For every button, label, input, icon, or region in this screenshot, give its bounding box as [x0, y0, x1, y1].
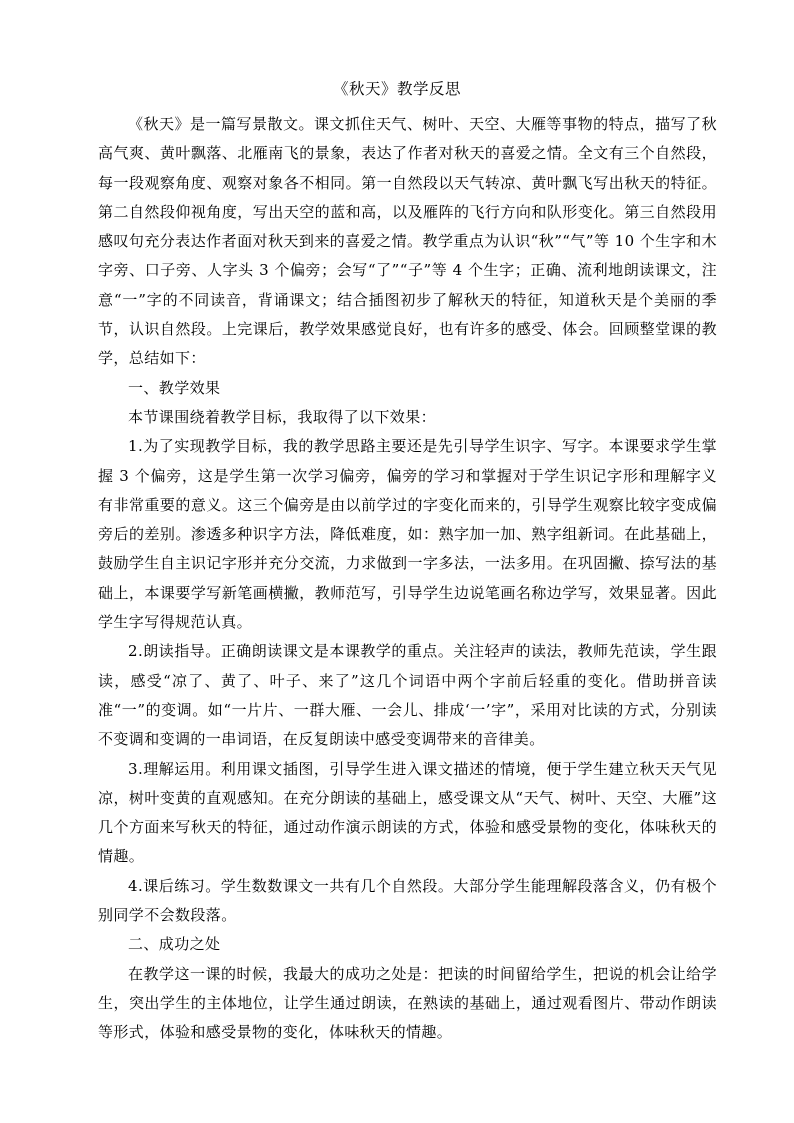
document-body — [98, 110, 717, 1048]
point-2-paragraph: 2.朗读指导。正确朗读课文是本课教学的重点。关注轻声的读法，教师先范读，学生跟读，感受“凉了、黄了、叶子、来了”这几个词语中两个字前后轻重的变化。借助拼音读准“一”的变调。如“一片片、一群大雁、一会儿、排成‘一’字”，采用对比读的方式，分别读不变调和变调的一串词语，在反复朗读中感受变调带来的音律美。 — [98, 642, 717, 749]
section-intro-paragraph: 本节课围绕着教学目标，我取得了以下效果： — [128, 407, 437, 426]
section-heading-teaching-effect: 一、教学效果 — [128, 378, 221, 397]
success-paragraph: 在教学这一课的时候，我最大的成功之处是：把读的时间留给学生，把说的机会让给学生，突出学生的主体地位，让学生通过朗读，在熟读的基础上，通过观看图片、带动作朗读等形式，体验和感受景物的变化，体味秋天的情趣。 — [98, 964, 717, 1042]
intro-paragraph: 《秋天》是一篇写景散文。课文抓住天气、树叶、天空、大雁等事物的特点，描写了秋高气爽、黄叶飘落、北雁南飞的景象，表达了作者对秋天的喜爱之情。全文有三个自然段，每一段观察角度、观察对象各不相同。第一自然段以天气转凉、黄叶飘飞写出秋天的特征。第二自然段仰视角度，写出天空的蓝和高，以及雁阵的飞行方向和队形变化。第三自然段用感叹句充分表达作者面对秋天到来的喜爱之情。教学重点为认识“秋”“气”等 10 个生字和木字旁、口子旁、人字头 3 个偏旁；会写“了”“子”等 4 个生字；正确、流利地朗读课文，注意“一”字的不同读音，背诵课文；结合插图初步了解秋天的特征，知道秋天是个美丽的季节，认识自然段。上完课后，教学效果感觉良好，也有许多的感受、体会。回顾整堂课的教学，总结如下： — [98, 115, 717, 368]
point-1-paragraph: 1.为了实现教学目标，我的教学思路主要还是先引导学生识字、写字。本课要求学生掌握 3 个偏旁，这是学生第一次学习偏旁，偏旁的学习和掌握对于学生识记字形和理解字义有非常重要的意义。这三个偏旁是由以前学过的字变化而来的，引导学生观察比较字变成偏旁后的差别。渗透多种识字方法，降低难度，如：熟字加一加、熟字组新词。在此基础上，鼓励学生自主识记字形并充分交流，力求做到一字多法，一法多用。在巩固撇、捺写法的基础上，本课要学写新笔画横撇，教师范写，引导学生边说笔画名称边学写，效果显著。因此学生字写得规范认真。 — [98, 437, 717, 632]
section-heading-success: 二、成功之处 — [128, 935, 221, 954]
point-4-paragraph: 4.课后练习。学生数数课文一共有几个自然段。大部分学生能理解段落含义，仍有极个别同学不会数段落。 — [98, 876, 717, 925]
document-title: 《秋天》教学反思 — [332, 80, 461, 98]
point-3-paragraph: 3.理解运用。利用课文插图，引导学生进入课文描述的情境，便于学生建立秋天天气见凉，树叶变黄的直观感知。在充分朗读的基础上，感受课文从“天气、树叶、天空、大雁”这几个方面来写秋天的特征，通过动作演示朗读的方式，体验和感受景物的变化，体味秋天的情趣。 — [98, 759, 717, 866]
